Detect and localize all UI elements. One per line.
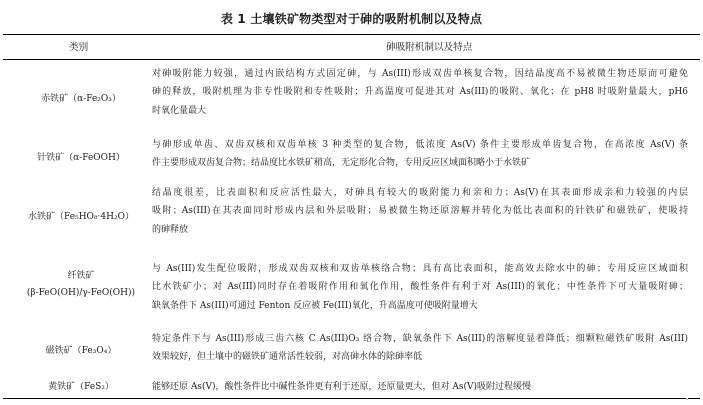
description-line: 比水铁矿小；对 As(III)同时存在着吸附作用和氧化作用，酸性条件有利于对 As(III)的氧化；中性条件下可大量吸附砷；	[152, 282, 688, 293]
description-line: 特定条件下与 As(III)形成三齿六核 C As(III)O₃ 络合物，缺氧条件下 As(III)的溶解度显着降低；细颗粒磁铁矿吸附 As(III)	[152, 334, 688, 344]
row-description	[152, 260, 688, 315]
description-line: 件主要形成双齿复合物；结晶度比水铁矿稍高，无定形化合物，专用反应区域面积略小于水铁矿	[152, 158, 531, 169]
category-line: 针铁矿（α-FeOOH）	[37, 153, 125, 163]
description-line: 时氧化量最大	[152, 105, 207, 116]
description-line: 能够还原 As(V)，酸性条件比中碱性条件更有利于还原，还原量更大，但对 As(V)吸附过程缓慢	[152, 382, 532, 392]
row-description	[152, 378, 688, 396]
row-description	[152, 136, 688, 173]
description-line: 效果较好，但土壤中的磁铁矿通常活性较弱，对高砷水体的除砷率低	[152, 352, 423, 363]
description-line: 对砷吸附能力较强，通过内嵌结构方式固定砷，与 As(III)形成双齿单核复合物，因结晶度高不易被微生物还原而可避免	[152, 69, 688, 79]
row-category	[16, 93, 146, 106]
category-line: 赤铁矿（α-Fe₂O₃）	[41, 94, 121, 104]
description-line: 与 As(III)发生配位吸附，形成双齿双核和双齿单核络合物；具有高比表面积，能高效去除水中的砷；专用反应区域面积	[152, 264, 688, 274]
page-marker	[686, 398, 688, 400]
description-line: 结晶度很差，比表面积和反应活性最大，对砷具有较大的吸附能力和亲和力；As(V)在其表面形成亲和力较强的内层	[152, 188, 688, 198]
row-category	[16, 152, 146, 165]
row-category	[16, 345, 146, 358]
header-mechanism: 砷吸附机制以及特点	[386, 42, 473, 53]
description-line: 吸附；As(III)在其表面同时形成内层和外层吸附；易被微生物还原溶解并转化为低比表面积的针铁矿和磁铁矿，使吸持	[152, 206, 688, 217]
description-line: 砷的释放，吸附机理为非专性吸附和专性吸附；升高温度可促进其对 As(III)的吸附、氧化；在 pH8 时吸附量最大，pH6	[152, 87, 688, 98]
description-line: 缺氧条件下 As(III)可通过 Fenton 反应被 Fe(III)氧化，升高温度可使吸附量增大	[152, 300, 478, 311]
row-description	[152, 65, 688, 120]
top-rule	[3, 34, 700, 35]
row-description	[152, 330, 688, 367]
row-category	[16, 270, 146, 300]
row-category	[16, 211, 146, 224]
category-line: (β-FeO(OH)/γ-FeO(OH))	[26, 288, 136, 298]
category-line: 磁铁矿（Fe₃O₄）	[45, 346, 117, 356]
header-category: 类别	[69, 42, 89, 53]
category-line: 纤铁矿	[67, 271, 95, 281]
header-rule	[3, 59, 700, 60]
row-category	[16, 381, 146, 394]
description-line: 与砷形成单齿、双齿双核和双齿单核 3 种类型的复合物，低浓度 As(V) 条件主要形成单齿复合物，在高浓度 As(V) 条	[152, 140, 688, 150]
table-title: 表 1 土壤铁矿物类型对于砷的吸附机制以及特点	[220, 12, 483, 26]
category-line: 水铁矿（Fe₅HO₈·4H₂O）	[28, 212, 134, 222]
bottom-rule	[3, 398, 700, 399]
row-description	[152, 184, 688, 239]
category-line: 黄铁矿（FeS₂）	[48, 382, 114, 392]
description-line: 的砷释放	[152, 224, 189, 235]
